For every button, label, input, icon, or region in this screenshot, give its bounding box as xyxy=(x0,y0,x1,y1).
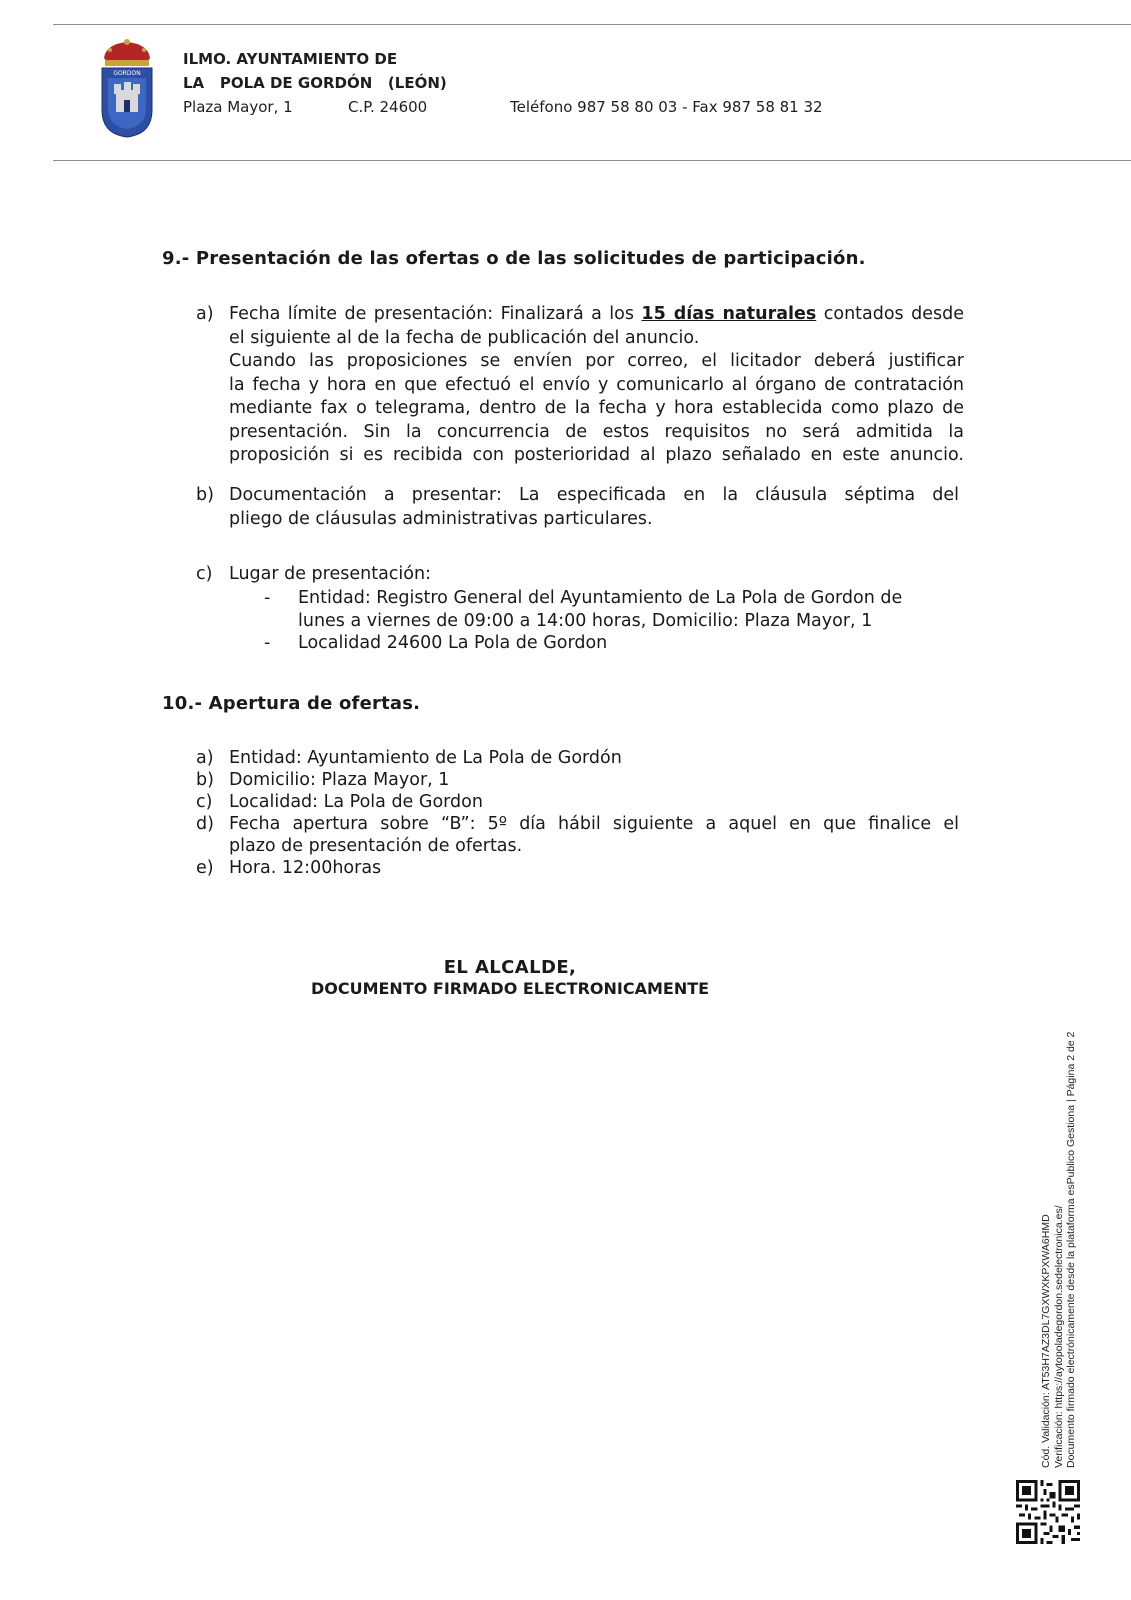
item-text xyxy=(229,303,964,468)
crest-text: GORDON xyxy=(113,70,141,77)
item-marker: d) xyxy=(196,814,214,834)
item-b-line1: Documentación a presentar: La especificada en la cláusula séptima del xyxy=(229,485,959,505)
municipal-crest-logo xyxy=(98,38,156,138)
item-text: Fecha apertura sobre “B”: 5º día hábil siguiente a aquel en que finalice el xyxy=(229,814,959,834)
item-a-line7: proposición si es recibida con posterioridad al plazo señalado en este anuncio. xyxy=(229,445,964,465)
item-text xyxy=(229,484,959,531)
header-postal-code: C.P. 24600 xyxy=(348,98,428,116)
section-10-title: 10.- Apertura de ofertas. xyxy=(162,693,421,714)
location-entity-line2: lunes a viernes de 09:00 a 14:00 horas, Domicilio: Plaza Mayor, 1 xyxy=(298,611,873,631)
item-text: Hora. 12:00horas xyxy=(229,858,382,878)
header-phone-fax: Teléfono 987 58 80 03 - Fax 987 58 81 32 xyxy=(510,98,823,116)
validation-code: Cód. Validación: AT53H7AZ3DL7GXWXKPXWA6HMD xyxy=(1040,1214,1052,1468)
location-locality-text: Localidad 24600 La Pola de Gordon xyxy=(298,633,608,653)
item-c-label: Lugar de presentación: xyxy=(229,564,431,584)
item-text: plazo de presentación de ofertas. xyxy=(229,836,523,856)
section-9-title: 9.- Presentación de las ofertas o de las solicitudes de participación. xyxy=(162,248,866,269)
item-marker: e) xyxy=(196,858,214,878)
header-address: Plaza Mayor, 1 xyxy=(183,98,293,116)
item-a-line6: presentación. Sin la concurrencia de estos requisitos no será admitida la xyxy=(229,421,964,442)
dash-marker: - xyxy=(264,588,271,608)
dash-marker: - xyxy=(264,633,271,653)
verification-url[interactable]: Verificación: https://aytopoladegordon.sedelectronica.es/ xyxy=(1052,1205,1065,1468)
location-entity-line1: Entidad: Registro General del Ayuntamiento de La Pola de Gordon de xyxy=(298,588,903,608)
signature-note: DOCUMENTO FIRMADO ELECTRONICAMENTE xyxy=(310,979,710,998)
item-a-line4: la fecha y hora en que efectuó el envío y comunicarlo al órgano de contratación xyxy=(229,374,964,395)
item-a-line5: mediante fax o telegrama, dentro de la fecha y hora establecida como plazo de xyxy=(229,398,964,418)
qr-code xyxy=(1016,1480,1080,1544)
item-a-line1: Fecha límite de presentación: Finalizará a los 15 días naturales contados desde xyxy=(229,304,964,324)
header-top-rule xyxy=(53,24,1131,25)
item-marker: b) xyxy=(196,770,214,790)
signature-role: EL ALCALDE, xyxy=(443,957,577,978)
item-text: Entidad: Ayuntamiento de La Pola de Gordón xyxy=(229,748,622,768)
item-text: Domicilio: Plaza Mayor, 1 xyxy=(229,770,450,790)
header-institution-line2: LA POLA DE GORDÓN (LEÓN) xyxy=(183,74,447,92)
signature-platform-note: Documento firmado electrónicamente desde la plataforma esPublico Gestiona | Página 2 de 2 xyxy=(1065,1031,1077,1468)
item-text: Localidad: La Pola de Gordon xyxy=(229,792,483,812)
header-institution-line1: ILMO. AYUNTAMIENTO DE xyxy=(183,50,398,68)
validation-stamp xyxy=(1040,1032,1078,1468)
item-marker: a) xyxy=(196,304,214,324)
item-marker: c) xyxy=(196,792,213,812)
item-marker: a) xyxy=(196,748,214,768)
item-a-line2: el siguiente al de la fecha de publicación del anuncio. xyxy=(229,327,700,348)
deadline-highlight: 15 días naturales xyxy=(641,304,817,324)
item-b-line2: pliego de cláusulas administrativas particulares. xyxy=(229,508,653,529)
item-marker: b) xyxy=(196,485,214,505)
header-bottom-rule xyxy=(53,160,1131,161)
item-a-line3: Cuando las proposiciones se envíen por correo, el licitador deberá justificar xyxy=(229,351,964,371)
item-marker: c) xyxy=(196,564,213,584)
